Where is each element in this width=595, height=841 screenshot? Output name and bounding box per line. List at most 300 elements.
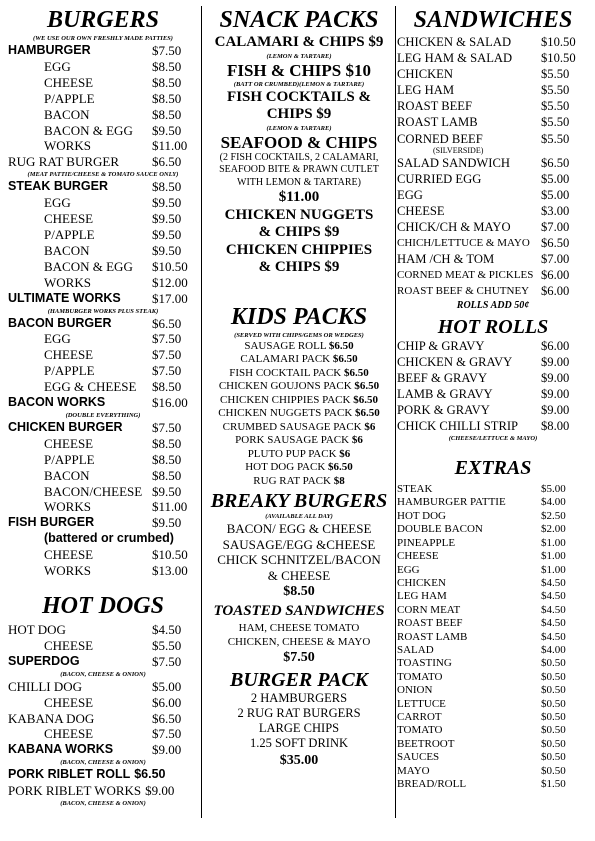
item-name: WORKS [44,138,91,154]
menu-row [397,724,589,737]
item-name: EGG [397,187,423,202]
item-price: $6.50 [355,407,380,419]
item-name: BACON [44,106,90,122]
item-price: $6.50 [328,461,353,473]
item-price: $6.50 [353,393,378,406]
item-price: $1.00 [541,550,566,563]
menu-row [8,347,184,363]
menu-row [397,564,589,577]
menu-row [8,531,184,547]
kids-item [204,461,394,475]
menu-row [397,418,589,434]
item-name: FISH BURGER [8,515,95,530]
item-price: $6 [351,434,363,446]
item-price: $8.50 [152,58,182,74]
item-name: CHICH/LETTUCE & MAYO [397,237,530,250]
item-name: CARROT [397,710,442,723]
item-description: WITH LEMON & TARTARE) [237,176,361,188]
menu-row [8,395,188,411]
item-name: BEETROOT [397,737,455,750]
item-name: CHICKEN [397,576,446,589]
toasted-title: TOASTED SANDWICHES [213,603,385,619]
item-price: $0.50 [541,751,566,764]
breaky-list [204,521,394,583]
menu-row [397,644,589,657]
menu-row [8,195,184,211]
item-price: $7.50 [152,363,182,379]
item-price: $8.50 [152,179,182,195]
item-name: EGG [44,195,71,211]
menu-row [397,604,589,617]
snack-item: FISH & CHIPS $10 [226,60,372,80]
item-price: $9.00 [541,354,570,369]
menu-row [8,563,188,579]
menu-row [8,258,188,275]
item-name: EGG & CHEESE [44,379,137,395]
item-name: ROAST LAMB [397,115,478,130]
item-price: $4.00 [541,496,566,509]
item-price: $0.50 [541,724,566,737]
item-price: $9.50 [152,122,182,138]
item-name: BACON BURGER [8,315,112,330]
menu-row [8,75,184,91]
item-price: $7.00 [541,252,570,267]
hotdogs-list [8,622,198,808]
item-name: LAMB & GRAVY [397,386,493,401]
item-name: KABANA WORKS [8,742,114,757]
item-price: $10.50 [152,547,188,563]
item-price: $6.50 [328,339,354,352]
menu-row [8,179,184,195]
menu-row [397,171,589,187]
item-name: RUG RAT PACK [253,474,331,487]
menu-row [397,684,589,697]
kids-item [204,407,394,421]
item-price [174,531,184,547]
item-name: TOMATO [397,670,443,683]
item-price: $12.00 [152,274,188,290]
item-name: SUPERDOG [8,653,80,668]
menu-row [397,590,589,603]
snack-item: CALAMARI & CHIPS $9 [214,34,384,50]
item-price: $4.50 [541,630,566,643]
snackpacks-list [204,34,394,277]
menu-row [8,499,188,515]
item-note: (HAMBURGER WORKS PLUS STEAK) [47,307,159,315]
item-name: BACON & EGG [44,122,133,138]
item-price: $1.00 [541,563,566,576]
item-name: CHICKEN CHIPPIES PACK [220,393,351,406]
item-note: (BACON, CHEESE & ONION) [60,759,146,767]
item-price: $7.50 [152,43,182,58]
item-price: $7.50 [152,347,182,363]
item-price: $6.50 [134,767,166,782]
item-name: CHEESE [397,550,439,563]
item-name: P/APPLE [44,451,95,467]
item-name: P/APPLE [44,363,95,379]
item-name: CHEESE [44,694,94,710]
item-price: $6.50 [152,154,182,170]
menu-row [8,726,184,742]
menu-row [8,515,184,531]
item-name: LEG HAM & SALAD [397,51,513,66]
item-line: 2 RUG RAT BURGERS [237,706,361,720]
menu-row [397,155,589,171]
item-name: EGG [44,58,71,74]
item-price: $6.50 [344,366,369,379]
item-price: $16.00 [152,395,188,411]
item-price: $8.50 [152,451,182,467]
menu-row [397,617,589,630]
menu-row [8,274,188,291]
item-price: $0.50 [541,657,566,670]
menu-row [8,452,184,468]
item-name: CHICKEN GOUJONS PACK [218,380,352,392]
item-note: (SILVERSIDE) [433,145,484,155]
item-name: PINEAPPLE [397,536,456,549]
menu-row [8,468,184,484]
sandwiches-list [397,34,589,300]
snack-item: $11.00 [278,189,320,205]
item-price: $6.50 [354,380,380,392]
menu-row [8,742,184,758]
burgerpack-list [204,691,394,751]
item-name: CHEESE [44,726,94,742]
item-price: $4.50 [541,603,566,616]
item-price: $1.00 [541,536,566,549]
menu-row [8,767,184,783]
item-line: CHICK SCHNITZEL/BACON [217,552,381,567]
item-price: $6.50 [541,155,570,170]
item-name: CHEESE [44,637,94,653]
item-price: $5.00 [541,483,566,496]
menu-row [397,98,589,114]
item-name: DOUBLE BACON [397,523,483,536]
menu-row [8,107,184,123]
menu-row [397,631,589,644]
item-name: CORNED MEAT & PICKLES [397,269,534,282]
item-price: $5.50 [541,99,570,114]
item-name: CHICKEN & SALAD [397,35,512,49]
item-price: $9.50 [152,226,182,242]
item-price: $6.00 [541,338,570,353]
item-name: CALAMARI PACK [240,353,331,365]
item-name: STEAK [397,483,433,496]
item-price: $0.50 [541,737,566,750]
item-price: $5.00 [152,678,182,694]
item-name: WORKS [44,274,91,290]
item-line: 1.25 SOFT DRINK [249,736,349,750]
burgers-list [8,43,198,579]
item-line: LARGE CHIPS [258,721,340,735]
menu-row [8,243,184,259]
item-price: $7.50 [152,653,182,669]
item-name: CHILLI DOG [8,678,83,694]
item-price: $8.50 [152,106,182,122]
kidspacks-note: (SERVED WITH CHIPS/GEMS OR WEDGES) [234,331,364,339]
item-price: $0.50 [541,710,566,723]
item-name: BACON WORKS [8,395,106,410]
menu-row [8,227,184,243]
menu-row [397,50,589,66]
menu-row [397,550,589,563]
item-price: $2.00 [541,523,566,536]
item-name: BACON [44,467,90,483]
menu-row [397,66,589,82]
menu-row [397,235,589,251]
menu-row [8,547,188,563]
kids-item [204,475,394,489]
kidspacks-title: KIDS PACKS [230,303,368,330]
item-name: CHEESE [44,211,94,227]
item-line: SAUSAGE/EGG &CHEESE [222,536,376,552]
item-description: SEAFOOD BITE & PRAWN CUTLET [219,164,379,175]
item-line: & CHEESE [267,567,331,583]
item-price: $5.50 [541,131,570,146]
item-price: $6.00 [541,284,570,299]
item-name: BREAD/ROLL [397,778,467,790]
item-price: $10.50 [541,51,576,66]
item-name: BEEF & GRAVY [397,370,488,385]
item-name: TOASTING [397,657,452,670]
menu-row [397,131,589,147]
item-name: CHEESE [44,547,94,563]
menu-row [397,114,589,130]
menu-row [8,138,188,154]
item-name: HAMBURGER [8,43,91,57]
kids-item [204,353,394,367]
item-name: KABANA DOG [8,710,95,726]
item-name: WORKS [44,499,91,515]
item-price: $4.00 [541,643,566,656]
menu-row [397,671,589,684]
item-name: HAMBURGER PATTIE [397,496,506,509]
item-name: CURRIED EGG [397,171,482,186]
item-price: $6.50 [152,710,182,726]
item-name: HOT DOG [397,509,446,522]
item-name: FISH COCKTAIL PACK [229,366,342,379]
item-name: CHICKEN & GRAVY [397,354,513,369]
snack-item: & CHIPS $9 [258,259,340,275]
item-price: $10.50 [152,258,188,274]
kids-item [204,340,394,354]
sandwiches-title: SANDWICHES [413,7,573,33]
item-price: $7.50 [152,419,182,435]
item-price: $9.00 [541,370,570,385]
item-name: CHICKEN BURGER [8,419,123,434]
item-price: $6.00 [541,268,570,283]
hotrolls-title: HOT ROLLS [437,315,549,338]
item-name: HOT DOG PACK [245,461,326,473]
kids-item [204,434,394,448]
column-divider-left [201,6,202,818]
snack-item: & CHIPS $9 [258,224,340,240]
kids-item [204,448,394,462]
item-price: $8.00 [541,418,570,433]
item-price: $7.00 [541,220,570,235]
item-line: BACON/ EGG & CHEESE [226,521,372,536]
item-price: $8.50 [152,74,182,90]
item-price: $17.00 [152,290,188,306]
item-price: $9.50 [152,483,182,499]
item-name: SALAD [397,643,434,656]
item-price: $5.50 [152,637,182,653]
item-note: (BACON, CHEESE & ONION) [60,800,146,808]
menu-row [397,537,589,550]
menu-row [8,484,184,500]
menu-row [8,316,184,332]
item-name: CHICKEN NUGGETS PACK [218,407,353,419]
item-name: P/APPLE [44,226,95,242]
item-note: (BATT OR CRUMBED)(LEMON & TARTARE) [233,80,365,88]
snackpacks-title: SNACK PACKS [219,7,379,33]
breaky-note: (AVAILABLE ALL DAY) [265,513,333,520]
item-note: (MEAT PATTIE/CHEESE & TOMATO SAUCE ONLY) [27,171,179,179]
menu-row [8,695,184,711]
item-price: $4.50 [541,617,566,630]
item-price: $9.00 [541,386,570,401]
item-name: LETTUCE [397,697,446,710]
item-line: CHICKEN, CHEESE & MAYO [227,636,371,648]
kidspacks-list [204,340,394,489]
item-name: WORKS [44,563,91,579]
item-price: $6.50 [332,353,358,365]
item-price: $5.00 [541,171,570,186]
item-name: SAUSAGE ROLL [244,339,327,352]
menu-row [397,765,589,778]
item-price: $0.50 [541,697,566,710]
breaky-title: BREAKY BURGERS [210,490,388,512]
kids-item [204,380,394,394]
menu-row [8,638,184,654]
item-price: $5.00 [541,187,570,202]
item-name: STEAK BURGER [8,179,109,194]
item-name: (battered or crumbed) [44,531,174,546]
menu-row [397,483,589,496]
item-name: ROAST LAMB [397,630,468,643]
item-name: SAUCES [397,751,440,764]
item-price: $0.50 [541,670,566,683]
menu-row [397,267,589,283]
menu-row [397,402,589,418]
item-price: $6.50 [541,236,570,251]
item-name: CHEESE [44,347,94,363]
item-name: EGG [44,331,71,347]
menu-row [397,577,589,590]
item-price: $6 [339,447,351,460]
menu-row [397,778,589,791]
menu-row [8,123,184,139]
snack-item: CHICKEN NUGGETS [224,206,374,223]
item-name: RUG RAT BURGER [8,154,120,170]
item-line: 2 HAMBURGERS [250,691,348,705]
menu-row [8,379,184,395]
item-price: $5.50 [541,83,570,98]
item-name: CHICK CHILLI STRIP [397,418,519,433]
item-price: $8.50 [152,90,182,106]
item-price: $4.50 [152,622,182,637]
item-price: $13.00 [152,563,188,579]
item-price: $11.00 [152,138,188,154]
item-name: ROAST BEEF [397,99,472,114]
item-name: P/APPLE [44,90,95,106]
menu-row [397,203,589,219]
menu-row [8,211,184,227]
item-name: SALAD SANDWICH [397,155,510,170]
menu-row [8,654,184,670]
item-description: (2 FISH COCKTAILS, 2 CALAMARI, [219,151,379,163]
snack-item: FISH COCKTAILS & [227,88,371,105]
item-name: ROAST BEEF & CHUTNEY [397,285,530,298]
item-name: CHIP & GRAVY [397,338,485,353]
item-price: $3.00 [541,203,570,218]
menu-row [397,751,589,764]
item-name: CHICK/CH & MAYO [397,220,511,235]
menu-row [397,283,589,299]
item-price: $11.00 [152,499,188,515]
menu-row [397,187,589,203]
menu-row [397,738,589,751]
item-name: CHEESE [397,203,445,218]
menu-row [397,698,589,711]
snack-item: SEAFOOD & CHIPS [220,132,378,152]
extras-title: EXTRAS [454,457,532,480]
item-name: MAYO [397,764,430,777]
column-snacks-kids [204,0,394,841]
column-divider-right [395,6,396,818]
item-name: CHICKEN [397,67,453,82]
item-price: $8.50 [152,379,182,395]
menu-row [8,363,184,379]
item-price: $8 [333,474,345,487]
item-price: $9.00 [152,742,182,758]
item-name: CHEESE [44,435,94,451]
item-name: TOMATO [397,724,443,737]
item-name: PORK RIBLET WORKS [8,783,142,799]
kids-item [204,394,394,408]
menu-row [397,251,589,267]
hotdogs-title: HOT DOGS [41,593,164,619]
breaky-price: $8.50 [283,584,315,599]
menu-row [397,219,589,235]
item-name: ROAST BEEF [397,617,463,630]
item-price: $4.50 [541,576,566,589]
menu-row [397,370,589,386]
kids-item [204,367,394,381]
hotrolls-list [397,338,589,435]
item-name: BACON/CHEESE [44,483,143,499]
burgers-title: BURGERS [46,7,160,33]
menu-row [397,338,589,354]
item-name: CHEESE [44,74,94,90]
item-name: EGG [397,563,420,576]
hotrolls-note: (CHEESE/LETTUCE & MAYO) [448,435,538,443]
item-note: (LEMON & TARTARE) [266,52,332,60]
item-note: (LEMON & TARTARE) [266,124,332,132]
menu-row [397,386,589,402]
menu-row [397,34,589,50]
item-note: (DOUBLE EVERYTHING) [65,411,141,419]
menu-row [8,290,188,307]
menu-row [397,496,589,509]
item-price: $6 [364,420,376,433]
menu-row [8,679,184,695]
menu-row [8,154,184,170]
item-price: $0.50 [541,764,566,777]
item-name: ONION [397,684,433,697]
item-name: HOT DOG [8,622,66,637]
item-price: $9.50 [152,242,182,258]
